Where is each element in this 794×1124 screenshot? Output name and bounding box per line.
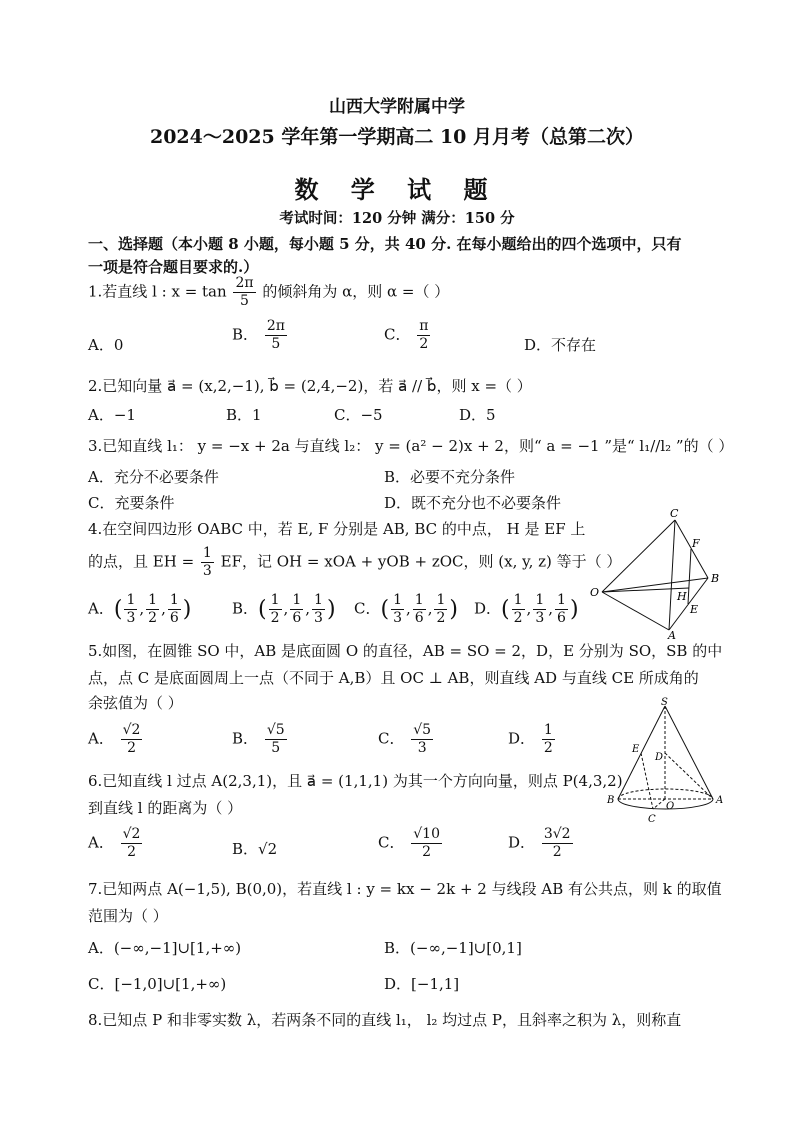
label-D: D xyxy=(655,752,664,763)
q5-option-a-den: 2 xyxy=(127,740,136,756)
q6-option-d-den: 2 xyxy=(552,844,562,860)
label-O: O xyxy=(666,801,675,812)
q1-option-b-fraction xyxy=(265,318,287,353)
q4-option-d-label: D． xyxy=(474,599,502,618)
q5-option-d-num: 1 xyxy=(543,722,553,738)
subject-title: 数 学 试 题 xyxy=(294,175,500,204)
q1-frac-den: 5 xyxy=(240,293,249,309)
q3-option-a: A．充分不必要条件 xyxy=(88,468,219,486)
segment-OC xyxy=(653,799,665,809)
q4-stem-line2 xyxy=(88,545,621,580)
q6-stem-line2: 到直线 l 的距离为（ ） xyxy=(88,799,243,817)
q2-option-d: D．5 xyxy=(459,406,496,424)
q4-stem-line1: 4.在空间四边形 OABC 中，若 E, F 分别是 AB, BC 的中点， H 是 EF 上 xyxy=(88,520,586,538)
exam-title: 2024～2025 学年第一学期高二 10 月月考（总第二次） xyxy=(149,126,645,148)
q3-stem: 3.已知直线 l₁： y = −x + 2a 与直线 l₂： y = (a² − 2)x + 2，则“ a = −1 ”是“ l₁//l₂ ”的（ ） xyxy=(88,437,734,455)
q6-stem-line1: 6.已知直线 l 过点 A(2,3,1)，且 a⃗ = (1,1,1) 为其一个方向向量，则点 P(4,3,2) xyxy=(88,772,623,790)
q7-stem-line2: 范围为（ ） xyxy=(88,907,168,925)
q5-option-c xyxy=(378,722,435,757)
q4-option-a: A．( $\frac{1}{3}$ , $\frac{1}{2}$ , $\frac{1}{6}$ ) xyxy=(88,592,192,626)
q4-tetrahedron-figure xyxy=(588,505,728,640)
label-A: A xyxy=(716,795,724,806)
q4-line2-fraction xyxy=(201,545,214,580)
segment-FE xyxy=(688,549,691,604)
school-name: 山西大学附属中学 xyxy=(329,97,465,117)
edge-CA xyxy=(669,520,675,630)
q1-option-c-fraction xyxy=(417,318,430,353)
q1-option-c-label: C． xyxy=(384,325,411,344)
label-S: S xyxy=(661,697,668,708)
q8-stem-line1: 8.已知点 P 和非零实数 λ，若两条不同的直线 l₁， l₂ 均过点 P，且斜率之积为 λ，则称直 xyxy=(88,1011,682,1029)
q4-option-b: B．( $\frac{1}{2}$ , $\frac{1}{6}$ , $\frac{1}{3}$ ) xyxy=(232,592,336,626)
label-B: B xyxy=(711,572,720,585)
segment-DA xyxy=(665,753,713,799)
label-O: O xyxy=(590,586,600,599)
q1-frac-num: 2π xyxy=(235,275,254,291)
edge-OC xyxy=(602,520,675,592)
q5-option-d xyxy=(508,722,557,757)
q5-option-c-den: 3 xyxy=(417,740,427,756)
q5-option-a-label: A． xyxy=(88,729,114,748)
q6-option-a xyxy=(88,826,144,861)
label-H: H xyxy=(677,590,687,603)
q6-option-b: B．√2 xyxy=(232,840,278,858)
q5-option-b-den: 5 xyxy=(271,740,281,756)
exam-meta: 考试时间：120 分钟 满分：150 分 xyxy=(279,210,515,227)
q5-stem-line2: 点，点 C 是底面圆周上一点（不同于 A,B）且 OC ⊥ AB，则直线 AD 与直线 CE 所成角的 xyxy=(88,669,699,687)
segment-EC xyxy=(641,753,653,809)
q2-stem: 2.已知向量 a⃗ = (x,2,−1), b⃗ = (2,4,−2)，若 a⃗ // b⃗，则 x =（ ） xyxy=(88,377,532,395)
q4-option-d: D．( $\frac{1}{2}$ , $\frac{1}{3}$ , $\frac{1}{6}$ ) xyxy=(474,592,579,626)
q6-option-d-num: 3√2 xyxy=(543,826,571,842)
q1-option-d: D．不存在 xyxy=(524,336,597,354)
q4-option-c-label: C． xyxy=(354,599,381,618)
q1-option-c-num: π xyxy=(419,318,429,334)
q1-stem-pre: 1.若直线 l : x = tan xyxy=(88,282,227,301)
q6-option-c-label: C． xyxy=(378,833,405,852)
label-A: A xyxy=(668,629,676,640)
q6-option-c-num: √10 xyxy=(413,826,441,842)
q1-stem-post: 的倾斜角为 α，则 α =（ ） xyxy=(262,282,450,301)
q6-option-a-den: 2 xyxy=(127,844,136,860)
q5-cone-figure xyxy=(605,696,733,828)
q1-option-b-num: 2π xyxy=(266,318,285,334)
q6-option-d xyxy=(508,826,575,861)
q6-option-d-label: D． xyxy=(508,833,536,852)
section-heading-line1: 一、选择题（本小题 8 小题，每小题 5 分，共 40 分. 在每小题给出的四个选项中，只有 xyxy=(88,235,682,253)
q5-option-a-num: √2 xyxy=(122,722,141,738)
section-heading-line2: 一项是符合题目要求的.） xyxy=(88,258,259,276)
q1-stem xyxy=(88,275,449,310)
generatrix-SA xyxy=(665,706,713,799)
q2-option-c: C．−5 xyxy=(334,406,383,424)
q7-option-d: D．[−1,1] xyxy=(384,975,460,993)
q5-option-a xyxy=(88,722,144,757)
q2-option-a: A．−1 xyxy=(88,406,136,424)
q5-option-c-num: √5 xyxy=(413,722,432,738)
q5-option-d-label: D． xyxy=(508,729,536,748)
q5-option-c-label: C． xyxy=(378,729,405,748)
q5-option-b-label: B． xyxy=(232,729,259,748)
q1-option-b-den: 5 xyxy=(271,336,281,352)
q1-option-b xyxy=(232,318,289,353)
q6-option-a-label: A． xyxy=(88,833,114,852)
q2-option-b: B．1 xyxy=(226,406,262,424)
q7-stem-line1: 7.已知两点 A(−1,5), B(0,0)，若直线 l : y = kx − 2k + 2 与线段 AB 有公共点，则 k 的取值 xyxy=(88,880,722,898)
label-E: E xyxy=(632,744,640,755)
q5-stem-line3: 余弦值为（ ） xyxy=(88,694,183,712)
q4-option-c: C．( $\frac{1}{3}$ , $\frac{1}{6}$ , $\frac{1}{2}$ ) xyxy=(354,592,458,626)
q5-option-b xyxy=(232,722,289,757)
label-C: C xyxy=(670,507,679,520)
q4-line2-post: EF，记 OH = xOA + yOB + zOC，则 (x, y, z) 等于（ ） xyxy=(220,552,622,571)
label-B: B xyxy=(607,795,615,806)
q5-stem-line1: 5.如图，在圆锥 SO 中，AB 是底面圆 O 的直径，AB = SO = 2，D，E 分别为 SO，SB 的中 xyxy=(88,642,723,660)
q5-option-d-den: 2 xyxy=(543,740,553,756)
q6-option-c-den: 2 xyxy=(422,844,432,860)
q6-option-a-num: √2 xyxy=(122,826,141,842)
q1-option-a: A．0 xyxy=(88,336,124,354)
q4-option-b-label: B． xyxy=(232,599,259,618)
q3-option-c: C．充要条件 xyxy=(88,494,175,512)
q4-option-a-label: A． xyxy=(88,599,114,618)
label-F: F xyxy=(692,537,700,550)
edge-OA xyxy=(602,592,669,630)
label-E: E xyxy=(690,603,699,616)
q4-line2-pre: 的点，且 EH = xyxy=(88,552,195,571)
q1-option-c xyxy=(384,318,432,353)
q3-option-b: B．必要不充分条件 xyxy=(384,468,516,486)
q7-option-a: A．(−∞,−1]∪[1,+∞) xyxy=(88,939,242,957)
q3-option-d: D．既不充分也不必要条件 xyxy=(384,494,562,512)
q1-option-c-den: 2 xyxy=(419,336,429,352)
q7-option-b: B．(−∞,−1]∪[0,1] xyxy=(384,939,522,957)
label-C: C xyxy=(648,814,656,825)
q1-stem-fraction xyxy=(233,275,255,310)
q4-line2-den: 3 xyxy=(202,563,212,579)
q4-line2-num: 1 xyxy=(202,545,212,561)
q6-option-c xyxy=(378,826,444,861)
q7-option-c: C．[−1,0]∪[1,+∞) xyxy=(88,975,227,993)
q1-option-b-label: B． xyxy=(232,325,259,344)
q5-option-b-num: √5 xyxy=(266,722,285,738)
